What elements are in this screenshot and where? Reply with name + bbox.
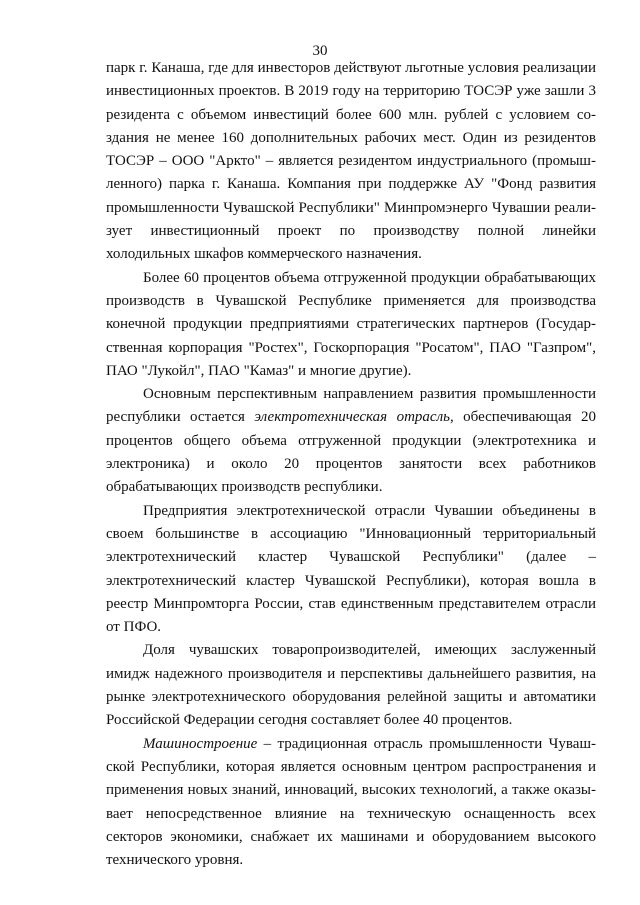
- paragraph: [106, 500, 596, 640]
- paragraph: [106, 733, 596, 873]
- paragraph-text: , обеспечивающая 20 процентов общего объема отгруженной продукции (электротехника и электроника) и около 20 процентов занятости всех работников обрабатывающих производств республики.: [106, 409, 596, 496]
- paragraph: [106, 57, 596, 267]
- paragraph-text: Основным перспективным направлением развития промышленности республики остается: [106, 386, 596, 426]
- paragraph-text: – традиционная отрасль промышленности Чувашской Республики, которая является основным центром распространения и применения новых знаний, инноваций, высоких технологий, а также оказывает непосредственное влияние на техническую оснащенность всех секторов экономики, снабжает их машинами и оборудованием высокого технического уровня.: [106, 735, 596, 869]
- document-body: [106, 57, 596, 872]
- paragraph: [106, 639, 596, 732]
- paragraph-text: парк г. Канаша, где для инвесторов действуют льготные условия реализации инвестиционных проектов. В 2019 году на территорию ТОСЭР уже зашли 3 резидента с объемом инвестиций более 600 млн. рублей с условием создания не менее 160 дополнительных рабочих мест. Один из резидентов ТОСЭР – ООО "Аркто" – является резидентом индустриального (промышленного) парка г. Канаша. Компания при поддержке АУ "Фонд развития промышленности Чувашской Республики" Минпромэнерго Чувашии реализует инвестиционный проект по производству полной линейки холодильных шкафов коммерческого назначения.: [106, 60, 596, 263]
- italic-term: Машиностроение: [143, 735, 258, 752]
- page-number: 30: [312, 43, 328, 59]
- paragraph: [106, 267, 596, 383]
- paragraph-text: Доля чувашских товаропроизводителей, имеющих заслуженный имидж надежного производителя и перспективы дальнейшего развития, на рынке электротехнического оборудования релейной защиты и автоматики Российской Федерации сегодня составляет более 40 процентов.: [106, 642, 596, 729]
- italic-term: электротехническая отрасль: [254, 409, 450, 426]
- paragraph: [106, 383, 596, 499]
- paragraph-text: Более 60 процентов объема отгруженной продукции обрабатывающих производств в Чувашской Республике применяется для производства конечной продукции предприятиями стратегических партнеров (Государственная корпорация "Ростех", Госкорпорация "Росатом", ПАО "Газпром", ПАО "Лукойл", ПАО "Камаз" и многие другие).: [106, 269, 596, 379]
- paragraph-text: Предприятия электротехнической отрасли Чувашии объединены в своем большинстве в ассоциацию "Инновационный территориальный электротехнический кластер Чувашской Республики" (далее – электротехнический кластер Чувашской Республики), которая вошла в реестр Минпромторга России, став единственным представителем отрасли от ПФО.: [106, 502, 596, 636]
